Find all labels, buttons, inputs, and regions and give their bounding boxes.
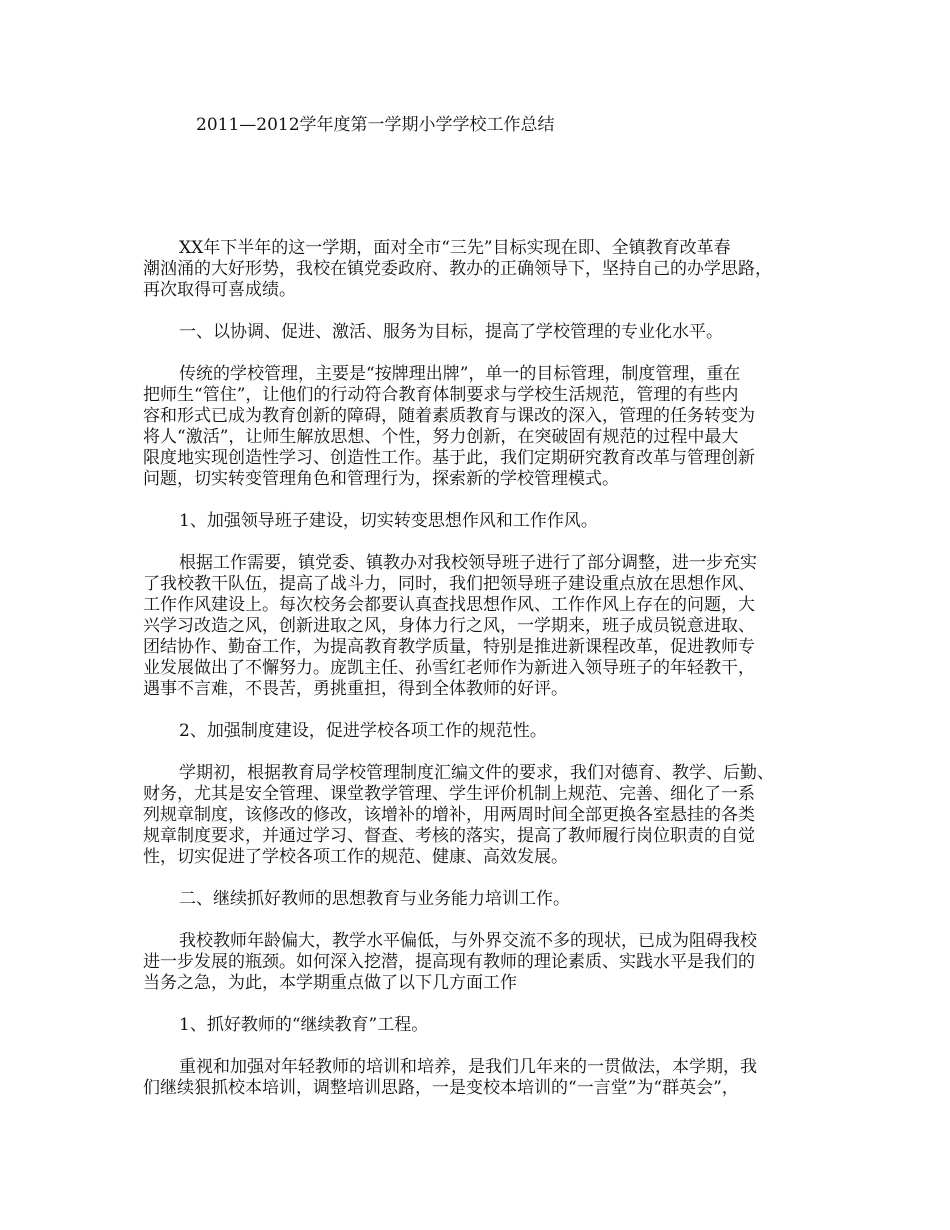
paragraph-line: 重视和加强对年轻教师的培训和培养，是我们几年来的一贯做法，本学期，我 xyxy=(179,1057,757,1077)
paragraph-intro xyxy=(143,238,830,301)
paragraph-line: 潮汹涌的大好形势，我校在镇党委政府、教办的正确领导下，坚持自己的办学思路， xyxy=(143,259,772,279)
paragraph-line: 列规章制度，该修改的修改，该增补的增补，用两周时间全部更换各室悬挂的各类 xyxy=(143,805,755,825)
heading-line: 1、加强领导班子建设，切实转变思想作风和工作作风。 xyxy=(179,511,598,531)
paragraph-teacher-status xyxy=(143,931,830,994)
paragraph-line: 团结协作、勤奋工作，为提高教育教学质量，特别是推进新课程改革，促进教师专 xyxy=(143,637,755,657)
paragraph-management xyxy=(143,364,830,490)
paragraph-line: 兴学习改造之风，创新进取之风，身体力行之风，一学期来，班子成员锐意进取、 xyxy=(143,616,755,636)
paragraph-line: XX年下半年的这一学期，面对全市“三先”目标实现在即、全镇教育改革春 xyxy=(179,238,731,258)
paragraph-regulations xyxy=(143,763,830,868)
subsection-heading-2-1 xyxy=(143,1015,830,1036)
paragraph-line: 性，切实促进了学校各项工作的规范、健康、高效发展。 xyxy=(143,847,568,867)
subsection-heading-1-1 xyxy=(143,511,830,532)
paragraph-line: 将人“激活”，让师生解放思想、个性，努力创新，在突破固有规范的过程中最大 xyxy=(143,427,739,447)
paragraph-line: 问题，切实转变管理角色和管理行为，探索新的学校管理模式。 xyxy=(143,469,619,489)
heading-line: 一、以协调、促进、激活、服务为目标，提高了学校管理的专业化水平。 xyxy=(179,322,723,342)
document-title: 2011—2012学年度第一学期小学学校工作总结 xyxy=(196,115,555,135)
paragraph-line: 学期初，根据教育局学校管理制度汇编文件的要求，我们对德育、教学、后勤、 xyxy=(179,763,774,783)
subsection-heading-1-2 xyxy=(143,721,830,742)
section-heading-1 xyxy=(143,322,830,343)
section-heading-2 xyxy=(143,889,830,910)
paragraph-line: 再次取得可喜成绩。 xyxy=(143,280,296,300)
paragraph-line: 了我校教干队伍，提高了战斗力，同时，我们把领导班子建设重点放在思想作风、 xyxy=(143,574,755,594)
paragraph-line: 遇事不言难，不畏苦，勇挑重担，得到全体教师的好评。 xyxy=(143,679,568,699)
paragraph-line: 根据工作需要，镇党委、镇教办对我校领导班子进行了部分调整，进一步充实 xyxy=(179,553,757,573)
paragraph-line: 工作作风建设上。每次校务会都要认真查找思想作风、工作作风上存在的问题，大 xyxy=(143,595,755,615)
paragraph-line: 我校教师年龄偏大，教学水平偏低，与外界交流不多的现状，已成为阻碍我校 xyxy=(179,931,757,951)
paragraph-line: 财务，尤其是安全管理、课堂教学管理、学生评价机制上规范、完善、细化了一系 xyxy=(143,784,755,804)
paragraph-line: 业发展做出了不懈努力。庞凯主任、孙雪红老师作为新进入领导班子的年轻教干， xyxy=(143,658,755,678)
paragraph-line: 容和形式已成为教育创新的障碍，随着素质教育与课改的深入，管理的任务转变为 xyxy=(143,406,755,426)
paragraph-line: 们继续狠抓校本培训，调整培训思路，一是变校本培训的“一言堂”为“群英会”， xyxy=(143,1078,739,1098)
paragraph-line: 传统的学校管理，主要是“按牌理出牌”，单一的目标管理，制度管理，重在 xyxy=(179,364,741,384)
document-body xyxy=(143,238,830,1099)
heading-line: 二、继续抓好教师的思想教育与业务能力培训工作。 xyxy=(179,889,570,909)
paragraph-line: 把师生“管住”，让他们的行动符合教育体制要求与学校生活规范，管理的有些内 xyxy=(143,385,739,405)
paragraph-line: 进一步发展的瓶颈。如何深入挖潜，提高现有教师的理论素质、实践水平是我们的 xyxy=(143,952,755,972)
paragraph-line: 限度地实现创造性学习、创造性工作。基于此，我们定期研究教育改革与管理创新 xyxy=(143,448,755,468)
heading-line: 2、加强制度建设，促进学校各项工作的规范性。 xyxy=(179,721,547,741)
paragraph-training xyxy=(143,1057,830,1099)
heading-line: 1、抓好教师的“继续教育”工程。 xyxy=(179,1015,429,1035)
paragraph-leadership xyxy=(143,553,830,700)
paragraph-line: 规章制度要求，并通过学习、督查、考核的落实，提高了教师履行岗位职责的自觉 xyxy=(143,826,755,846)
paragraph-line: 当务之急，为此，本学期重点做了以下几方面工作 xyxy=(143,973,517,993)
